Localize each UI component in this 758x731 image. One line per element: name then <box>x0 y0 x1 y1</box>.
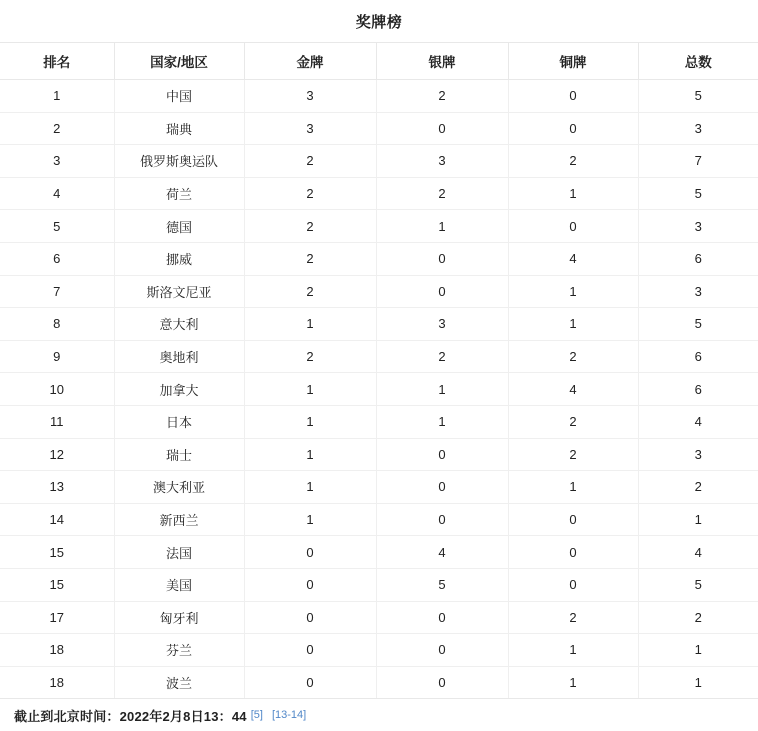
cell-bronze: 1 <box>508 471 638 504</box>
table-row <box>0 242 758 275</box>
page-title: 奖牌榜 <box>355 14 403 31</box>
reference-link-5[interactable]: [5] <box>250 709 263 722</box>
cell-silver: 2 <box>376 177 508 210</box>
cell-rank: 9 <box>0 340 114 373</box>
cell-country: 日本 <box>114 405 244 438</box>
cell-rank: 10 <box>0 373 114 406</box>
cell-rank: 7 <box>0 275 114 308</box>
cell-bronze: 2 <box>508 601 638 634</box>
table-row <box>0 177 758 210</box>
cell-bronze: 0 <box>508 112 638 145</box>
column-header-gold: 金牌 <box>244 43 376 80</box>
table-row <box>0 666 758 698</box>
cell-total: 3 <box>638 210 758 243</box>
cell-bronze: 1 <box>508 177 638 210</box>
cell-gold: 0 <box>244 666 376 698</box>
cell-silver: 1 <box>376 210 508 243</box>
cell-silver: 4 <box>376 536 508 569</box>
cell-total: 7 <box>638 145 758 178</box>
table-row <box>0 308 758 341</box>
cell-silver: 0 <box>376 471 508 504</box>
column-header-bronze: 铜牌 <box>508 43 638 80</box>
cell-total: 1 <box>638 634 758 667</box>
cell-bronze: 4 <box>508 373 638 406</box>
cell-total: 5 <box>638 568 758 601</box>
cell-country: 荷兰 <box>114 177 244 210</box>
cell-silver: 5 <box>376 568 508 601</box>
cell-gold: 1 <box>244 405 376 438</box>
cell-country: 瑞典 <box>114 112 244 145</box>
cell-total: 2 <box>638 601 758 634</box>
cell-country: 加拿大 <box>114 373 244 406</box>
cell-silver: 0 <box>376 601 508 634</box>
cell-bronze: 0 <box>508 536 638 569</box>
cell-gold: 0 <box>244 601 376 634</box>
cell-rank: 14 <box>0 503 114 536</box>
cell-total: 5 <box>638 177 758 210</box>
cell-rank: 18 <box>0 634 114 667</box>
cell-rank: 13 <box>0 471 114 504</box>
cell-country: 波兰 <box>114 666 244 698</box>
table-row <box>0 503 758 536</box>
cell-silver: 1 <box>376 405 508 438</box>
table-row <box>0 275 758 308</box>
cell-rank: 2 <box>0 112 114 145</box>
cell-gold: 1 <box>244 373 376 406</box>
cell-rank: 11 <box>0 405 114 438</box>
table-row <box>0 568 758 601</box>
cell-bronze: 1 <box>508 666 638 698</box>
column-header-total: 总数 <box>638 43 758 80</box>
cell-bronze: 0 <box>508 80 638 113</box>
cell-rank: 1 <box>0 80 114 113</box>
table-body <box>0 80 758 699</box>
table-row <box>0 80 758 113</box>
cell-gold: 1 <box>244 438 376 471</box>
cell-total: 6 <box>638 373 758 406</box>
cell-silver: 0 <box>376 112 508 145</box>
cell-silver: 3 <box>376 308 508 341</box>
table-row <box>0 601 758 634</box>
cell-gold: 0 <box>244 568 376 601</box>
cell-gold: 2 <box>244 145 376 178</box>
cell-bronze: 0 <box>508 568 638 601</box>
table-header <box>0 43 758 80</box>
cell-total: 2 <box>638 471 758 504</box>
cell-silver: 0 <box>376 634 508 667</box>
cell-gold: 2 <box>244 177 376 210</box>
table-row <box>0 634 758 667</box>
cell-country: 澳大利亚 <box>114 471 244 504</box>
cell-rank: 8 <box>0 308 114 341</box>
cell-total: 1 <box>694 674 702 690</box>
medal-standings-table <box>0 42 758 698</box>
cell-bronze: 1 <box>508 634 638 667</box>
cell-rank: 15 <box>0 568 114 601</box>
cell-total: 3 <box>638 112 758 145</box>
cell-total: 3 <box>638 438 758 471</box>
cell-silver: 2 <box>376 340 508 373</box>
cell-country: 瑞士 <box>114 438 244 471</box>
cell-country: 中国 <box>114 80 244 113</box>
cell-gold: 1 <box>244 471 376 504</box>
cell-country: 奥地利 <box>114 340 244 373</box>
footnote <box>0 698 758 731</box>
cell-total: 4 <box>638 405 758 438</box>
cell-bronze: 2 <box>508 405 638 438</box>
cell-silver: 0 <box>376 242 508 275</box>
cell-country: 法国 <box>114 536 244 569</box>
cell-rank: 3 <box>0 145 114 178</box>
cell-rank: 15 <box>0 536 114 569</box>
cell-gold: 1 <box>244 503 376 536</box>
table-row <box>0 340 758 373</box>
cell-bronze: 0 <box>508 503 638 536</box>
cell-country: 挪威 <box>114 242 244 275</box>
cell-gold: 2 <box>244 340 376 373</box>
cell-silver: 0 <box>376 666 508 698</box>
cell-total: 5 <box>638 80 758 113</box>
column-header-country: 国家/地区 <box>114 43 244 80</box>
cell-country: 芬兰 <box>114 634 244 667</box>
table-row <box>0 536 758 569</box>
table-row <box>0 438 758 471</box>
cell-silver: 0 <box>376 503 508 536</box>
cell-rank: 4 <box>0 177 114 210</box>
cell-bronze: 4 <box>508 242 638 275</box>
cell-rank: 18 <box>0 666 114 698</box>
cell-gold: 0 <box>244 634 376 667</box>
cell-rank: 5 <box>0 210 114 243</box>
cell-rank: 17 <box>0 601 114 634</box>
cell-silver: 1 <box>376 373 508 406</box>
cell-bronze: 2 <box>508 340 638 373</box>
cell-silver: 0 <box>376 275 508 308</box>
table-row <box>0 112 758 145</box>
cell-rank: 12 <box>0 438 114 471</box>
cell-total: 5 <box>638 308 758 341</box>
cell-country: 斯洛文尼亚 <box>114 275 244 308</box>
cell-silver: 2 <box>376 80 508 113</box>
reference-link-13-14[interactable]: [13-14] <box>271 709 307 722</box>
cell-bronze: 2 <box>508 145 638 178</box>
table-row <box>0 373 758 406</box>
cell-total: 1 <box>638 503 758 536</box>
table-row <box>0 471 758 504</box>
cell-bronze: 2 <box>508 438 638 471</box>
cell-total: 6 <box>638 340 758 373</box>
cell-gold: 2 <box>244 210 376 243</box>
cell-bronze: 1 <box>508 308 638 341</box>
cell-total: 6 <box>638 242 758 275</box>
column-header-silver: 银牌 <box>376 43 508 80</box>
cell-gold: 2 <box>244 242 376 275</box>
cell-country: 意大利 <box>114 308 244 341</box>
table-header-row <box>0 43 758 80</box>
cell-total: 3 <box>638 275 758 308</box>
cell-bronze: 0 <box>508 210 638 243</box>
cell-country: 德国 <box>114 210 244 243</box>
cell-bronze: 1 <box>508 275 638 308</box>
table-row <box>0 405 758 438</box>
cell-country: 新西兰 <box>114 503 244 536</box>
cell-gold: 3 <box>244 80 376 113</box>
cell-rank: 6 <box>0 242 114 275</box>
cell-gold: 0 <box>244 536 376 569</box>
cell-total: 4 <box>638 536 758 569</box>
footnote-text: 截止到北京时间：2022年2月8日13：44 <box>14 708 247 724</box>
cell-gold: 3 <box>244 112 376 145</box>
table-row <box>0 210 758 243</box>
table-row <box>0 145 758 178</box>
cell-silver: 3 <box>376 145 508 178</box>
cell-country: 匈牙利 <box>114 601 244 634</box>
cell-country: 美国 <box>114 568 244 601</box>
cell-country: 俄罗斯奥运队 <box>114 145 244 178</box>
cell-gold: 1 <box>244 308 376 341</box>
column-header-rank: 排名 <box>0 43 114 80</box>
cell-gold: 2 <box>244 275 376 308</box>
cell-silver: 0 <box>376 438 508 471</box>
